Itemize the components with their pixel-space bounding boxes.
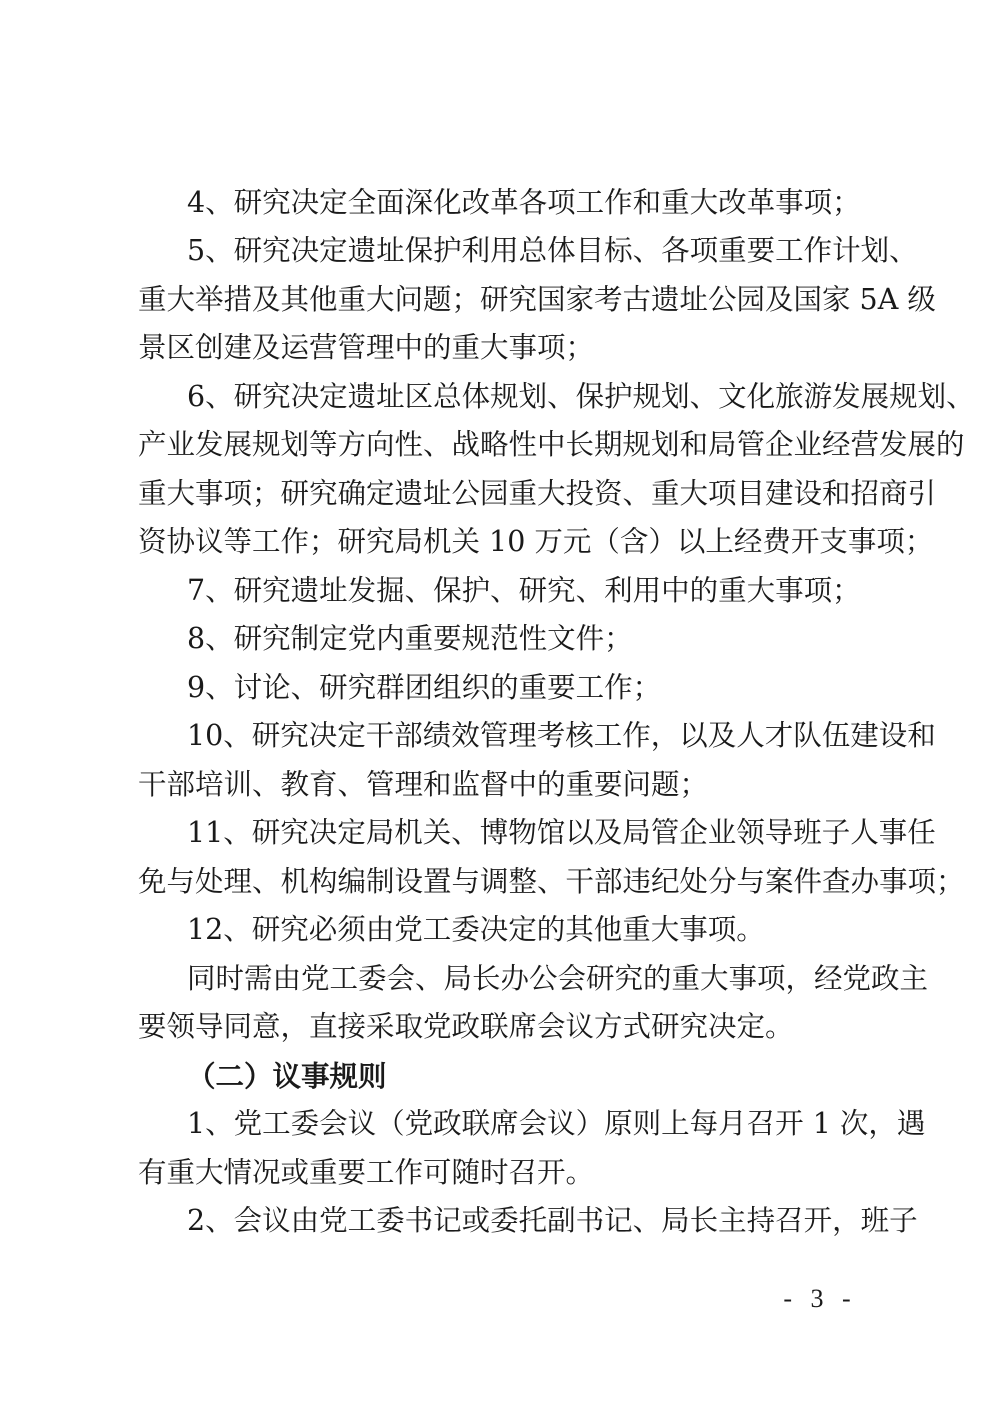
paragraph-line: 重大事项；研究确定遗址公园重大投资、重大项目建设和招商引 bbox=[138, 477, 937, 510]
paragraph-line: 4、研究决定全面深化改革各项工作和重大改革事项； bbox=[187, 186, 861, 219]
paragraph-line: 2、会议由党工委书记或委托副书记、局长主持召开，班子 bbox=[187, 1204, 918, 1237]
page-number: - 3 - bbox=[783, 1284, 857, 1313]
paragraph-line: 同时需由党工委会、局长办公会研究的重大事项，经党政主 bbox=[187, 962, 929, 995]
paragraph-line: 资协议等工作；研究局机关 10 万元（含）以上经费开支事项； bbox=[138, 525, 934, 558]
paragraph-line: 11、研究决定局机关、博物馆以及局管企业领导班子人事任 bbox=[187, 816, 936, 849]
paragraph-line: 要领导同意，直接采取党政联席会议方式研究决定。 bbox=[138, 1010, 794, 1043]
paragraph-line: 9、讨论、研究群团组织的重要工作； bbox=[187, 671, 662, 704]
paragraph-line: 免与处理、机构编制设置与调整、干部违纪处分与案件查办事项； bbox=[138, 865, 965, 898]
paragraph-line: 12、研究必须由党工委决定的其他重大事项。 bbox=[187, 913, 765, 946]
paragraph-line: 8、研究制定党内重要规范性文件； bbox=[187, 622, 633, 655]
paragraph-line: 7、研究遗址发掘、保护、研究、利用中的重大事项； bbox=[187, 574, 861, 607]
paragraph-line: 有重大情况或重要工作可随时召开。 bbox=[138, 1156, 595, 1189]
paragraph-line: 10、研究决定干部绩效管理考核工作，以及人才队伍建设和 bbox=[187, 719, 936, 752]
paragraph-line: 6、研究决定遗址区总体规划、保护规划、文化旅游发展规划、 bbox=[187, 380, 975, 413]
paragraph-line: 干部培训、教育、管理和监督中的重要问题； bbox=[138, 768, 709, 801]
paragraph-line: 重大举措及其他重大问题；研究国家考古遗址公园及国家 5A 级 bbox=[138, 283, 936, 316]
paragraph-line: 1、党工委会议（党政联席会议）原则上每月召开 1 次，遇 bbox=[187, 1107, 926, 1140]
paragraph-line: 产业发展规划等方向性、战略性中长期规划和局管企业经营发展的 bbox=[138, 428, 965, 461]
paragraph-line: 景区创建及运营管理中的重大事项； bbox=[138, 331, 595, 364]
paragraph-line: 5、研究决定遗址保护利用总体目标、各项重要工作计划、 bbox=[187, 234, 918, 267]
section-heading: （二）议事规则 bbox=[187, 1059, 387, 1093]
